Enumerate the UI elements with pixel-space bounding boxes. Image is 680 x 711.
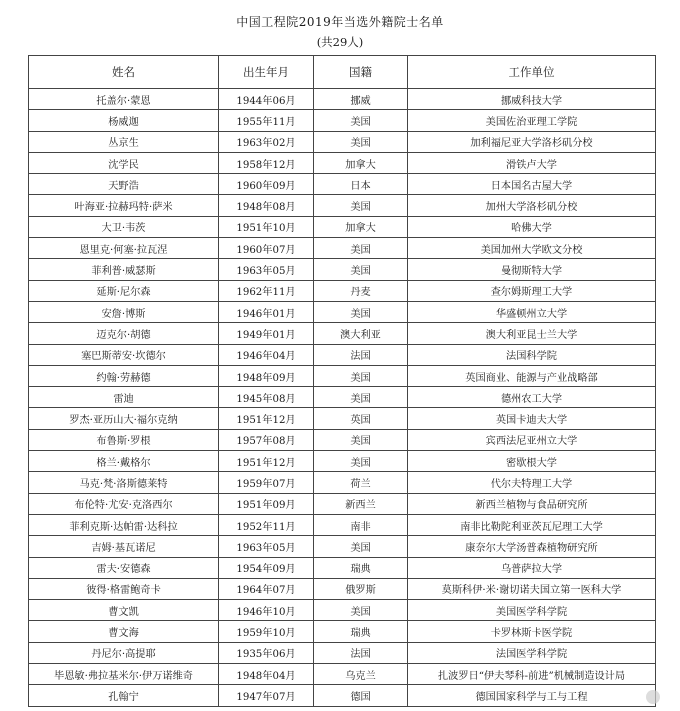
cell-workplace: 卡罗林斯卡医学院	[408, 621, 656, 642]
column-header-nationality: 国籍	[314, 56, 408, 89]
table-row	[29, 301, 656, 322]
cell-nationality: 美国	[314, 301, 408, 322]
table-row	[29, 259, 656, 280]
table-row	[29, 536, 656, 557]
cell-workplace: 美国医学科学院	[408, 600, 656, 621]
cell-nationality: 新西兰	[314, 493, 408, 514]
cell-nationality: 南非	[314, 514, 408, 535]
table-row	[29, 472, 656, 493]
cell-nationality: 澳大利亚	[314, 323, 408, 344]
cell-nationality: 瑞典	[314, 557, 408, 578]
table-row	[29, 557, 656, 578]
table-row	[29, 89, 656, 110]
cell-workplace: 加利福尼亚大学洛杉矶分校	[408, 131, 656, 152]
cell-workplace: 扎波罗日“伊夫琴科-前进”机械制造设计局	[408, 664, 656, 685]
cell-birth: 1948年08月	[219, 195, 314, 216]
cell-workplace: 澳大利亚昆士兰大学	[408, 323, 656, 344]
cell-birth: 1955年11月	[219, 110, 314, 131]
cell-name: 丛京生	[29, 131, 219, 152]
column-header-name: 姓名	[29, 56, 219, 89]
cell-name: 天野浩	[29, 174, 219, 195]
cell-birth: 1959年10月	[219, 621, 314, 642]
cell-birth: 1935年06月	[219, 642, 314, 663]
table-row	[29, 280, 656, 301]
cell-nationality: 法国	[314, 344, 408, 365]
cell-name: 安詹·博斯	[29, 301, 219, 322]
cell-workplace: 南非比勒陀利亚茨瓦尼理工大学	[408, 514, 656, 535]
table-row	[29, 323, 656, 344]
table-row	[29, 216, 656, 237]
cell-workplace: 英国卡迪夫大学	[408, 408, 656, 429]
table-row	[29, 685, 656, 706]
cell-birth: 1962年11月	[219, 280, 314, 301]
cell-name: 曹文海	[29, 621, 219, 642]
table-row	[29, 387, 656, 408]
cell-nationality: 加拿大	[314, 216, 408, 237]
table-row	[29, 174, 656, 195]
cell-name: 沈学民	[29, 152, 219, 173]
cell-nationality: 日本	[314, 174, 408, 195]
cell-birth: 1957年08月	[219, 429, 314, 450]
cell-workplace: 哈佛大学	[408, 216, 656, 237]
cell-birth: 1946年01月	[219, 301, 314, 322]
table-row	[29, 195, 656, 216]
table-row	[29, 365, 656, 386]
cell-nationality: 荷兰	[314, 472, 408, 493]
cell-nationality: 美国	[314, 238, 408, 259]
cell-nationality: 美国	[314, 387, 408, 408]
cell-nationality: 乌克兰	[314, 664, 408, 685]
cell-workplace: 美国加州大学欧文分校	[408, 238, 656, 259]
cell-nationality: 丹麦	[314, 280, 408, 301]
cell-birth: 1959年07月	[219, 472, 314, 493]
table-row	[29, 621, 656, 642]
cell-name: 恩里克·何塞·拉瓦涅	[29, 238, 219, 259]
cell-workplace: 代尔夫特理工大学	[408, 472, 656, 493]
cell-birth: 1948年04月	[219, 664, 314, 685]
cell-birth: 1963年05月	[219, 259, 314, 280]
cell-workplace: 曼彻斯特大学	[408, 259, 656, 280]
cell-name: 迈克尔·胡德	[29, 323, 219, 344]
cell-birth: 1944年06月	[219, 89, 314, 110]
document-subtitle: (共29人)	[316, 35, 364, 49]
table-row	[29, 429, 656, 450]
cell-name: 孔翰宁	[29, 685, 219, 706]
table-row	[29, 344, 656, 365]
cell-nationality: 瑞典	[314, 621, 408, 642]
table-row	[29, 408, 656, 429]
cell-name: 菲利克斯·达帕雷·达科拉	[29, 514, 219, 535]
cell-nationality: 美国	[314, 195, 408, 216]
cell-name: 布伦特·尤安·克洛西尔	[29, 493, 219, 514]
cell-workplace: 宾西法尼亚州立大学	[408, 429, 656, 450]
table-row	[29, 578, 656, 599]
cell-name: 罗杰·亚历山大·福尔克纳	[29, 408, 219, 429]
cell-birth: 1951年12月	[219, 408, 314, 429]
cell-nationality: 美国	[314, 131, 408, 152]
cell-birth: 1958年12月	[219, 152, 314, 173]
cell-birth: 1945年08月	[219, 387, 314, 408]
cell-birth: 1963年05月	[219, 536, 314, 557]
cell-workplace: 德国国家科学与工与工程	[408, 685, 656, 706]
cell-name: 约翰·劳赫德	[29, 365, 219, 386]
cell-name: 延斯·尼尔森	[29, 280, 219, 301]
table-row	[29, 131, 656, 152]
table-header-row	[29, 56, 656, 89]
cell-name: 毕恩敏·弗拉基米尔·伊万诺维奇	[29, 664, 219, 685]
cell-birth: 1960年09月	[219, 174, 314, 195]
column-header-workplace: 工作单位	[408, 56, 656, 89]
cell-workplace: 加州大学洛杉矶分校	[408, 195, 656, 216]
cell-workplace: 华盛顿州立大学	[408, 301, 656, 322]
cell-nationality: 美国	[314, 451, 408, 472]
document-title: 中国工程院2019年当选外籍院士名单	[236, 15, 444, 29]
cell-birth: 1963年02月	[219, 131, 314, 152]
cell-name: 丹尼尔·高提耶	[29, 642, 219, 663]
cell-birth: 1947年07月	[219, 685, 314, 706]
cell-name: 彼得·格雷鲍奇卡	[29, 578, 219, 599]
table-row	[29, 451, 656, 472]
cell-birth: 1954年09月	[219, 557, 314, 578]
cell-name: 雷迪	[29, 387, 219, 408]
cell-name: 大卫·韦茨	[29, 216, 219, 237]
cell-birth: 1952年11月	[219, 514, 314, 535]
table-row	[29, 642, 656, 663]
cell-name: 曹文凯	[29, 600, 219, 621]
cell-name: 菲利普·威瑟斯	[29, 259, 219, 280]
table-row	[29, 238, 656, 259]
cell-birth: 1946年10月	[219, 600, 314, 621]
cell-nationality: 美国	[314, 259, 408, 280]
cell-name: 马克·梵·洛斯德莱特	[29, 472, 219, 493]
table-row	[29, 664, 656, 685]
table-row	[29, 514, 656, 535]
cell-name: 杨威迦	[29, 110, 219, 131]
cell-name: 叶海亚·拉赫玛特·萨米	[29, 195, 219, 216]
table-body	[29, 89, 656, 707]
cell-nationality: 加拿大	[314, 152, 408, 173]
cell-nationality: 美国	[314, 365, 408, 386]
cell-nationality: 美国	[314, 110, 408, 131]
cell-workplace: 德州农工大学	[408, 387, 656, 408]
cell-name: 布鲁斯·罗根	[29, 429, 219, 450]
cell-nationality: 法国	[314, 642, 408, 663]
cell-workplace: 新西兰植物与食品研究所	[408, 493, 656, 514]
cell-name: 塞巴斯蒂安·坎德尔	[29, 344, 219, 365]
table-row	[29, 493, 656, 514]
cell-workplace: 查尔姆斯理工大学	[408, 280, 656, 301]
cell-birth: 1960年07月	[219, 238, 314, 259]
cell-birth: 1951年09月	[219, 493, 314, 514]
cell-name: 吉姆·基瓦诺尼	[29, 536, 219, 557]
academician-table	[28, 55, 656, 707]
cell-nationality: 美国	[314, 536, 408, 557]
cell-birth: 1949年01月	[219, 323, 314, 344]
cell-birth: 1946年04月	[219, 344, 314, 365]
column-header-birth: 出生年月	[219, 56, 314, 89]
cell-workplace: 莫斯科伊·米·谢切诺夫国立第一医科大学	[408, 578, 656, 599]
cell-nationality: 英国	[314, 408, 408, 429]
cell-name: 托盖尔·蒙恩	[29, 89, 219, 110]
cell-birth: 1951年10月	[219, 216, 314, 237]
cell-workplace: 乌普萨拉大学	[408, 557, 656, 578]
cell-workplace: 法国科学院	[408, 344, 656, 365]
cell-workplace: 密歇根大学	[408, 451, 656, 472]
cell-workplace: 法国医学科学院	[408, 642, 656, 663]
cell-birth: 1951年12月	[219, 451, 314, 472]
cell-nationality: 德国	[314, 685, 408, 706]
cell-birth: 1948年09月	[219, 365, 314, 386]
cell-workplace: 日本国名古屋大学	[408, 174, 656, 195]
cell-name: 格兰·戴格尔	[29, 451, 219, 472]
cell-workplace: 康奈尔大学汤普森植物研究所	[408, 536, 656, 557]
cell-name: 雷夫·安德森	[29, 557, 219, 578]
table-row	[29, 110, 656, 131]
cell-nationality: 美国	[314, 429, 408, 450]
cell-nationality: 挪威	[314, 89, 408, 110]
table-row	[29, 152, 656, 173]
cell-workplace: 英国商业、能源与产业战略部	[408, 365, 656, 386]
watermark-icon	[646, 690, 660, 704]
cell-workplace: 挪威科技大学	[408, 89, 656, 110]
cell-workplace: 滑铁卢大学	[408, 152, 656, 173]
cell-nationality: 美国	[314, 600, 408, 621]
cell-birth: 1964年07月	[219, 578, 314, 599]
cell-nationality: 俄罗斯	[314, 578, 408, 599]
cell-workplace: 美国佐治亚理工学院	[408, 110, 656, 131]
table-row	[29, 600, 656, 621]
